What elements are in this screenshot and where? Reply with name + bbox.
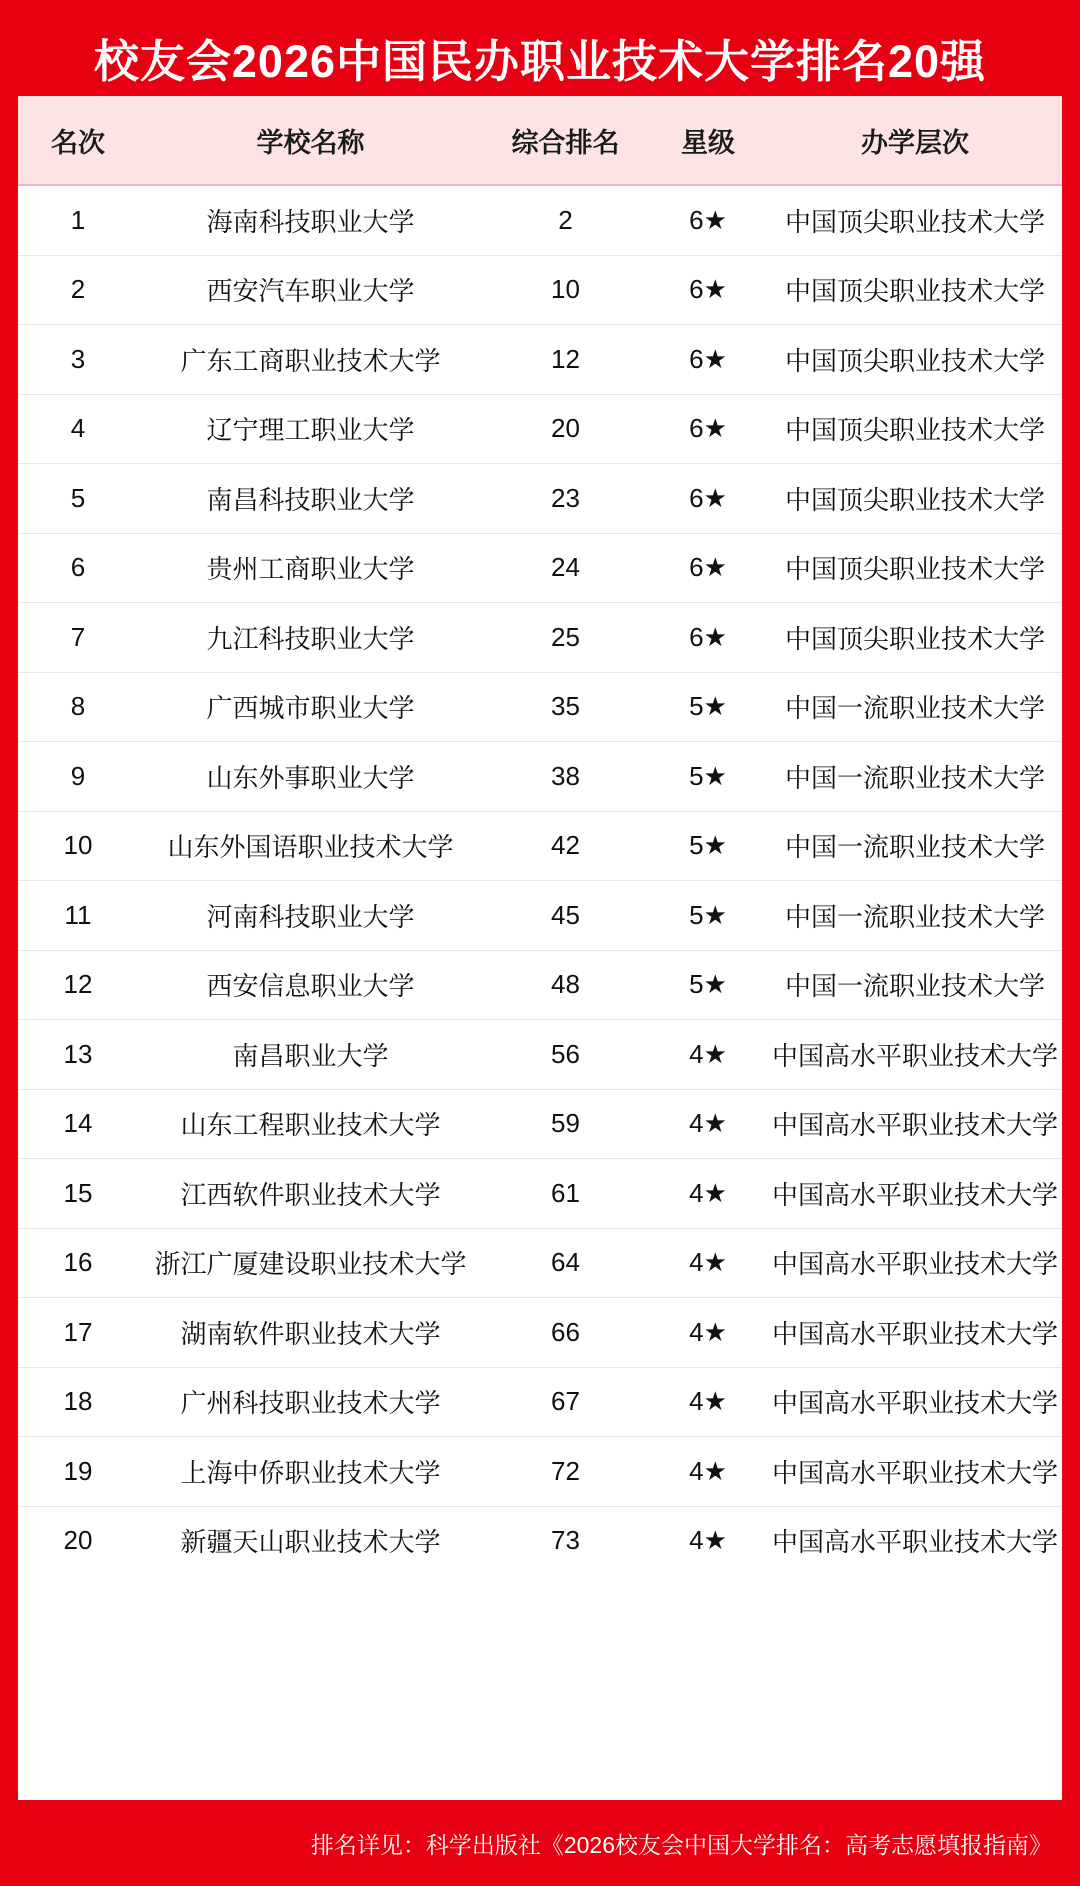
table-row <box>18 1506 1062 1575</box>
cell-overall-rank: 59 <box>483 1089 648 1159</box>
cell-overall-rank: 66 <box>483 1298 648 1368</box>
cell-overall-rank: 64 <box>483 1228 648 1298</box>
table-row <box>18 1298 1062 1368</box>
table-row <box>18 1228 1062 1298</box>
cell-tier: 中国顶尖职业技术大学 <box>768 603 1062 673</box>
cell-rank: 4 <box>18 394 138 464</box>
cell-school-name: 河南科技职业大学 <box>138 881 483 951</box>
cell-school-name: 广西城市职业大学 <box>138 672 483 742</box>
table-header <box>18 96 1062 185</box>
table-row <box>18 394 1062 464</box>
cell-overall-rank: 25 <box>483 603 648 673</box>
cell-star-rating: 4★ <box>648 1367 768 1437</box>
table-header-row <box>18 96 1062 185</box>
table-row <box>18 255 1062 325</box>
cell-overall-rank: 23 <box>483 464 648 534</box>
cell-rank: 3 <box>18 325 138 395</box>
cell-tier: 中国高水平职业技术大学 <box>768 1159 1062 1229</box>
cell-school-name: 山东工程职业技术大学 <box>138 1089 483 1159</box>
cell-rank: 20 <box>63 1525 93 1556</box>
column-header-star-rating: 星级 <box>648 96 768 185</box>
cell-rank: 16 <box>18 1228 138 1298</box>
cell-overall-rank: 38 <box>483 742 648 812</box>
cell-school-name: 新疆天山职业技术大学 <box>180 1527 441 1558</box>
cell-star-rating: 4★ <box>648 1298 768 1368</box>
cell-tier: 中国顶尖职业技术大学 <box>768 533 1062 603</box>
cell-school-name: 湖南软件职业技术大学 <box>138 1298 483 1368</box>
title-bar <box>18 18 1062 96</box>
cell-overall-rank: 2 <box>483 185 648 255</box>
table-row <box>18 811 1062 881</box>
cell-school-name: 南昌职业大学 <box>138 1020 483 1090</box>
column-header-school-name: 学校名称 <box>138 96 483 185</box>
cell-star-rating: 5★ <box>648 950 768 1020</box>
cell-tier: 中国高水平职业技术大学 <box>771 1527 1058 1558</box>
cell-school-name: 江西软件职业技术大学 <box>138 1159 483 1229</box>
cell-rank: 14 <box>18 1089 138 1159</box>
cell-tier: 中国一流职业技术大学 <box>768 742 1062 812</box>
cell-tier: 中国一流职业技术大学 <box>768 881 1062 951</box>
cell-school-name: 西安信息职业大学 <box>138 950 483 1020</box>
table-row <box>18 742 1062 812</box>
cell-tier: 中国顶尖职业技术大学 <box>768 325 1062 395</box>
cell-overall-rank: 42 <box>483 811 648 881</box>
table-row <box>18 603 1062 673</box>
cell-tier: 中国一流职业技术大学 <box>768 950 1062 1020</box>
page-title: 校友会2026中国民办职业技术大学排名20强 <box>93 35 987 87</box>
cell-star-rating: 4★ <box>648 1159 768 1229</box>
cell-rank: 5 <box>18 464 138 534</box>
column-header-tier: 办学层次 <box>768 96 1062 185</box>
ranking-table <box>18 96 1062 1575</box>
table-row <box>18 1367 1062 1437</box>
cell-rank: 9 <box>18 742 138 812</box>
cell-rank: 18 <box>18 1367 138 1437</box>
cell-rank: 13 <box>18 1020 138 1090</box>
table-row <box>18 950 1062 1020</box>
table-row <box>18 672 1062 742</box>
cell-overall-rank: 67 <box>483 1367 648 1437</box>
cell-star-rating: 5★ <box>648 672 768 742</box>
table-row <box>18 1159 1062 1229</box>
cell-rank: 7 <box>18 603 138 673</box>
table-row <box>18 464 1062 534</box>
cell-school-name: 山东外事职业大学 <box>138 742 483 812</box>
cell-star-rating: 4★ <box>648 1089 768 1159</box>
cell-rank: 6 <box>18 533 138 603</box>
cell-overall-rank: 20 <box>483 394 648 464</box>
cell-overall-rank: 24 <box>483 533 648 603</box>
cell-star-rating: 6★ <box>648 325 768 395</box>
cell-star-rating: 6★ <box>648 185 768 255</box>
column-header-overall-rank: 综合排名 <box>483 96 648 185</box>
table-body <box>18 185 1062 1575</box>
cell-star-rating: 4★ <box>648 1228 768 1298</box>
cell-overall-rank: 73 <box>551 1525 580 1556</box>
cell-star-rating: 5★ <box>648 742 768 812</box>
cell-overall-rank: 72 <box>483 1437 648 1507</box>
cell-star-rating: 6★ <box>648 533 768 603</box>
cell-school-name: 广东工商职业技术大学 <box>138 325 483 395</box>
table-row <box>18 533 1062 603</box>
cell-school-name: 九江科技职业大学 <box>138 603 483 673</box>
cell-tier: 中国顶尖职业技术大学 <box>768 464 1062 534</box>
cell-school-name: 西安汽车职业大学 <box>138 255 483 325</box>
cell-tier: 中国顶尖职业技术大学 <box>768 185 1062 255</box>
cell-tier: 中国顶尖职业技术大学 <box>768 394 1062 464</box>
cell-tier: 中国高水平职业技术大学 <box>768 1298 1062 1368</box>
cell-tier: 中国高水平职业技术大学 <box>768 1367 1062 1437</box>
cell-tier: 中国顶尖职业技术大学 <box>768 255 1062 325</box>
cell-rank: 17 <box>18 1298 138 1368</box>
cell-star-rating: 4★ <box>689 1525 727 1556</box>
cell-star-rating: 6★ <box>648 603 768 673</box>
footer-bar <box>18 1800 1062 1886</box>
cell-school-name: 山东外国语职业技术大学 <box>138 811 483 881</box>
cell-star-rating: 5★ <box>648 811 768 881</box>
cell-overall-rank: 61 <box>483 1159 648 1229</box>
table-row <box>18 1020 1062 1090</box>
cell-school-name: 浙江广厦建设职业技术大学 <box>138 1228 483 1298</box>
cell-star-rating: 6★ <box>648 394 768 464</box>
cell-overall-rank: 12 <box>483 325 648 395</box>
table-row <box>18 1089 1062 1159</box>
cell-overall-rank: 35 <box>483 672 648 742</box>
cell-rank: 8 <box>18 672 138 742</box>
cell-school-name: 广州科技职业技术大学 <box>138 1367 483 1437</box>
table-row <box>18 325 1062 395</box>
cell-rank: 11 <box>18 881 138 951</box>
cell-tier: 中国高水平职业技术大学 <box>768 1228 1062 1298</box>
cell-rank: 15 <box>18 1159 138 1229</box>
cell-overall-rank: 10 <box>483 255 648 325</box>
cell-school-name: 南昌科技职业大学 <box>138 464 483 534</box>
cell-tier: 中国高水平职业技术大学 <box>768 1089 1062 1159</box>
cell-star-rating: 6★ <box>648 255 768 325</box>
column-header-rank: 名次 <box>18 96 138 185</box>
cell-overall-rank: 48 <box>483 950 648 1020</box>
cell-overall-rank: 56 <box>483 1020 648 1090</box>
cell-rank: 19 <box>18 1437 138 1507</box>
footer-note: 排名详见：科学出版社《2026校友会中国大学排名：高考志愿填报指南》 <box>310 1831 1052 1858</box>
cell-school-name: 辽宁理工职业大学 <box>138 394 483 464</box>
cell-tier: 中国一流职业技术大学 <box>768 811 1062 881</box>
cell-school-name: 贵州工商职业大学 <box>138 533 483 603</box>
cell-rank: 2 <box>18 255 138 325</box>
cell-tier: 中国一流职业技术大学 <box>768 672 1062 742</box>
cell-tier: 中国高水平职业技术大学 <box>768 1020 1062 1090</box>
cell-star-rating: 6★ <box>648 464 768 534</box>
cell-rank: 10 <box>18 811 138 881</box>
cell-star-rating: 4★ <box>648 1437 768 1507</box>
cell-star-rating: 5★ <box>648 881 768 951</box>
table-row <box>18 1437 1062 1507</box>
cell-overall-rank: 45 <box>483 881 648 951</box>
cell-rank: 1 <box>18 185 138 255</box>
table-row <box>18 185 1062 255</box>
cell-tier: 中国高水平职业技术大学 <box>768 1437 1062 1507</box>
cell-school-name: 海南科技职业大学 <box>138 185 483 255</box>
cell-school-name: 上海中侨职业技术大学 <box>138 1437 483 1507</box>
cell-star-rating: 4★ <box>648 1020 768 1090</box>
cell-rank: 12 <box>18 950 138 1020</box>
table-row <box>18 881 1062 951</box>
ranking-table-container <box>18 96 1062 1800</box>
